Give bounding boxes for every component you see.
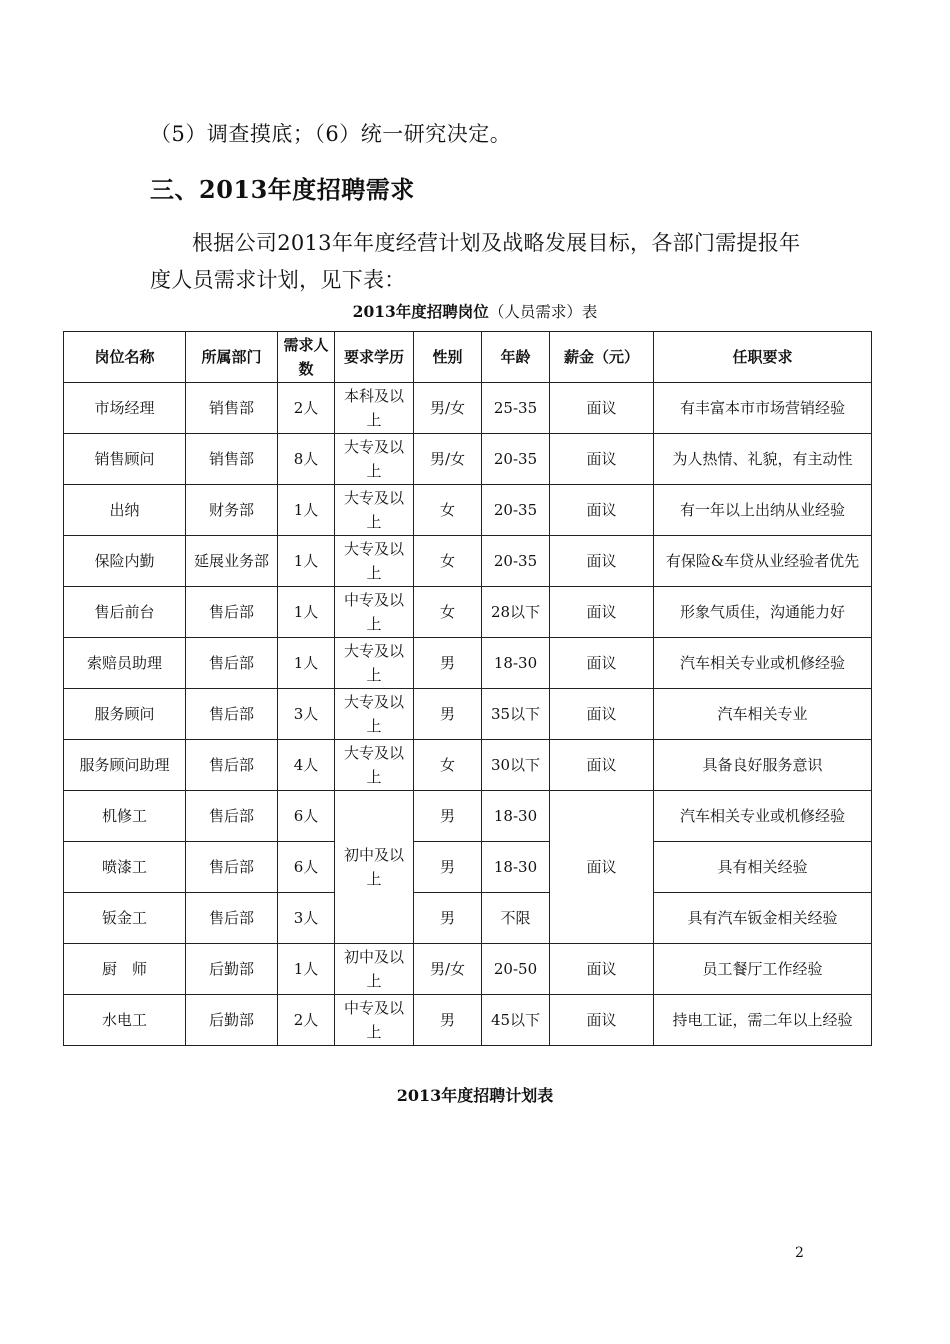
- table-header-row: [64, 332, 872, 383]
- cell-dept: 后勤部: [186, 995, 278, 1046]
- recruitment-demand-table: [63, 331, 872, 1046]
- cell-count: 4人: [278, 740, 335, 791]
- cell-age: 30以下: [482, 740, 550, 791]
- cell-dept: 售后部: [186, 740, 278, 791]
- cell-age: 28以下: [482, 587, 550, 638]
- cell-dept: 售后部: [186, 587, 278, 638]
- cell-gender: 女: [414, 740, 482, 791]
- table-row: [64, 944, 872, 995]
- cell-count: 3人: [278, 689, 335, 740]
- cell-age: 35以下: [482, 689, 550, 740]
- table-row: [64, 587, 872, 638]
- cell-edu: 大专及以上: [335, 638, 414, 689]
- cell-requirements: 形象气质佳，沟通能力好: [654, 587, 872, 638]
- cell-position: 服务顾问: [64, 689, 186, 740]
- cell-requirements: 汽车相关专业或机修经验: [654, 638, 872, 689]
- cell-age: 25-35: [482, 383, 550, 434]
- cell-gender: 男: [414, 689, 482, 740]
- cell-salary: 面议: [550, 995, 654, 1046]
- cell-position: 出纳: [64, 485, 186, 536]
- cell-gender: 男/女: [414, 944, 482, 995]
- cell-dept: 财务部: [186, 485, 278, 536]
- table-row: [64, 485, 872, 536]
- cell-age: 18-30: [482, 791, 550, 842]
- cell-age: 18-30: [482, 638, 550, 689]
- cell-salary: 面议: [550, 485, 654, 536]
- cell-dept: 售后部: [186, 638, 278, 689]
- table-row: [64, 434, 872, 485]
- header-requirements: 任职要求: [654, 332, 872, 383]
- cell-requirements: 具有相关经验: [654, 842, 872, 893]
- cell-requirements: 汽车相关专业或机修经验: [654, 791, 872, 842]
- cell-age: 45以下: [482, 995, 550, 1046]
- cell-salary-merged: 面议: [550, 791, 654, 944]
- cell-gender: 男: [414, 791, 482, 842]
- cell-requirements: 具备良好服务意识: [654, 740, 872, 791]
- table-row: [64, 536, 872, 587]
- cell-age: 18-30: [482, 842, 550, 893]
- table-caption-rest: （人员需求）表: [488, 303, 598, 321]
- table-row: [64, 689, 872, 740]
- cell-count: 8人: [278, 434, 335, 485]
- page-number: 2: [795, 1245, 804, 1261]
- plan-table-caption: 2013年度招聘计划表: [396, 1086, 554, 1105]
- cell-count: 1人: [278, 485, 335, 536]
- cell-count: 6人: [278, 842, 335, 893]
- cell-gender: 女: [414, 536, 482, 587]
- cell-edu: 大专及以上: [335, 536, 414, 587]
- cell-dept: 延展业务部: [186, 536, 278, 587]
- header-position: 岗位名称: [64, 332, 186, 383]
- cell-requirements: 为人热情、礼貌，有主动性: [654, 434, 872, 485]
- cell-requirements: 汽车相关专业: [654, 689, 872, 740]
- cell-gender: 男: [414, 893, 482, 944]
- cell-edu: 大专及以上: [335, 689, 414, 740]
- cell-age: 20-35: [482, 434, 550, 485]
- table-row: [64, 383, 872, 434]
- cell-requirements: 具有汽车钣金相关经验: [654, 893, 872, 944]
- table-row: [64, 740, 872, 791]
- cell-gender: 女: [414, 485, 482, 536]
- cell-salary: 面议: [550, 536, 654, 587]
- cell-position: 销售顾问: [64, 434, 186, 485]
- cell-position: 水电工: [64, 995, 186, 1046]
- table-row: [64, 995, 872, 1046]
- table-caption: [0, 300, 950, 322]
- cell-salary: 面议: [550, 944, 654, 995]
- cell-position: 喷漆工: [64, 842, 186, 893]
- table-row: [64, 893, 872, 944]
- cell-edu-merged: 初中及以上: [335, 791, 414, 944]
- cell-position: 保险内勤: [64, 536, 186, 587]
- paragraph-line-1: 根据公司2013年年度经营计划及战略发展目标，各部门需提报年: [192, 231, 801, 255]
- cell-age: 不限: [482, 893, 550, 944]
- cell-dept: 售后部: [186, 893, 278, 944]
- cell-dept: 销售部: [186, 434, 278, 485]
- header-count: 需求人数: [278, 332, 335, 383]
- cell-requirements: 有保险&车贷从业经验者优先: [654, 536, 872, 587]
- cell-age: 20-50: [482, 944, 550, 995]
- cell-position: 市场经理: [64, 383, 186, 434]
- header-salary: 薪金（元）: [550, 332, 654, 383]
- cell-edu: 大专及以上: [335, 434, 414, 485]
- cell-requirements: 持电工证，需二年以上经验: [654, 995, 872, 1046]
- cell-count: 1人: [278, 638, 335, 689]
- cell-salary: 面议: [550, 587, 654, 638]
- cell-requirements: 员工餐厅工作经验: [654, 944, 872, 995]
- table-caption-bold: 2013年度招聘岗位: [352, 302, 489, 321]
- cell-age: 20-35: [482, 536, 550, 587]
- cell-gender: 女: [414, 587, 482, 638]
- cell-requirements: 有丰富本市市场营销经验: [654, 383, 872, 434]
- cell-age: 20-35: [482, 485, 550, 536]
- cell-dept: 售后部: [186, 689, 278, 740]
- cell-requirements: 有一年以上出纳从业经验: [654, 485, 872, 536]
- cell-dept: 售后部: [186, 842, 278, 893]
- cell-edu: 本科及以上: [335, 383, 414, 434]
- intro-paragraph: [150, 225, 840, 299]
- cell-dept: 后勤部: [186, 944, 278, 995]
- cell-count: 1人: [278, 536, 335, 587]
- header-edu: 要求学历: [335, 332, 414, 383]
- cell-salary: 面议: [550, 689, 654, 740]
- cell-edu: 初中及以上: [335, 944, 414, 995]
- cell-gender: 男: [414, 842, 482, 893]
- cell-position: 售后前台: [64, 587, 186, 638]
- cell-count: 1人: [278, 944, 335, 995]
- table-row: [64, 791, 872, 842]
- cell-position: 索赔员助理: [64, 638, 186, 689]
- header-age: 年龄: [482, 332, 550, 383]
- cell-position: 钣金工: [64, 893, 186, 944]
- cell-gender: 男: [414, 995, 482, 1046]
- cell-position: 机修工: [64, 791, 186, 842]
- table-row: [64, 638, 872, 689]
- cell-edu: 大专及以上: [335, 485, 414, 536]
- cell-count: 6人: [278, 791, 335, 842]
- cell-dept: 售后部: [186, 791, 278, 842]
- intro-line: （5）调查摸底；（6）统一研究决定。: [150, 122, 512, 146]
- cell-position: 厨 师: [64, 944, 186, 995]
- cell-salary: 面议: [550, 740, 654, 791]
- cell-count: 3人: [278, 893, 335, 944]
- cell-edu: 中专及以上: [335, 587, 414, 638]
- section-heading: 三、2013年度招聘需求: [150, 175, 415, 204]
- cell-salary: 面议: [550, 434, 654, 485]
- header-gender: 性别: [414, 332, 482, 383]
- paragraph-line-2: 度人员需求计划，见下表：: [150, 268, 406, 292]
- cell-count: 2人: [278, 995, 335, 1046]
- cell-salary: 面议: [550, 638, 654, 689]
- cell-edu: 大专及以上: [335, 740, 414, 791]
- header-dept: 所属部门: [186, 332, 278, 383]
- cell-gender: 男: [414, 638, 482, 689]
- cell-edu: 中专及以上: [335, 995, 414, 1046]
- cell-salary: 面议: [550, 383, 654, 434]
- table-row: [64, 842, 872, 893]
- cell-position: 服务顾问助理: [64, 740, 186, 791]
- cell-count: 2人: [278, 383, 335, 434]
- cell-dept: 销售部: [186, 383, 278, 434]
- cell-gender: 男/女: [414, 383, 482, 434]
- cell-count: 1人: [278, 587, 335, 638]
- cell-gender: 男/女: [414, 434, 482, 485]
